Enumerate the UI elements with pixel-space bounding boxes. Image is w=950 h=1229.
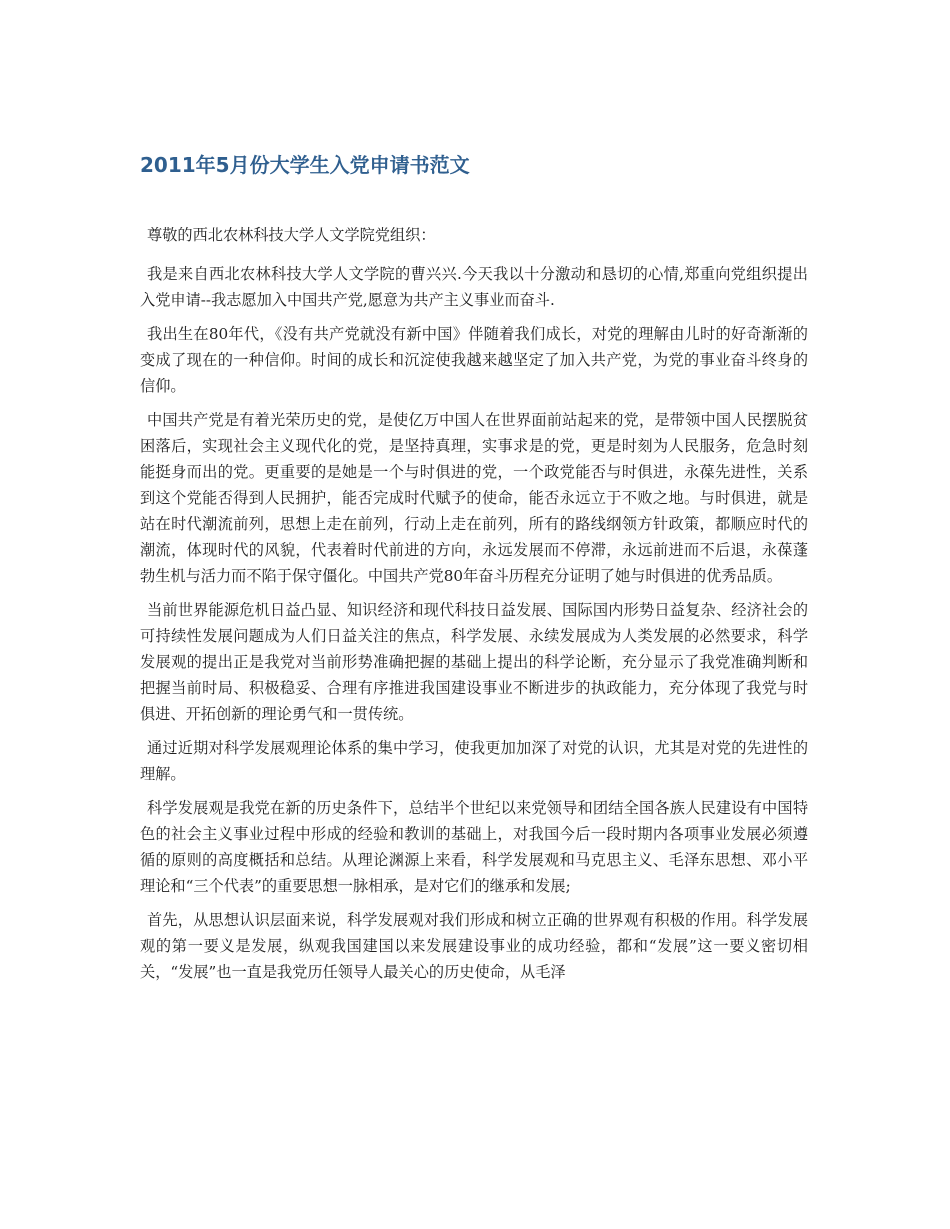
document-title: 2011年5月份大学生入党申请书范文: [140, 153, 470, 177]
document-body: [140, 222, 808, 993]
salutation: 尊敬的西北农林科技大学人文学院党组织：: [147, 226, 436, 244]
paragraph: 我是来自西北农林科技大学人文学院的曹兴兴.今天我以十分激动和恳切的心情,郑重向党组织提出入党申请--我志愿加入中国共产党,愿意为共产主义事业而奋斗.: [140, 265, 808, 309]
paragraph: 当前世界能源危机日益凸显、知识经济和现代科技日益发展、国际国内形势日益复杂、经济社会的可持续性发展问题成为人们日益关注的焦点，科学发展、永续发展成为人类发展的必然要求，科学发展观的提出正是我党对当前形势准确把握的基础上提出的科学论断，充分显示了我党准确判断和把握当前时局、积极稳妥、合理有序推进我国建设事业不断进步的执政能力，充分体现了我党与时俱进、开拓创新的理论勇气和一贯传统。: [140, 601, 808, 723]
paragraph: 通过近期对科学发展观理论体系的集中学习，使我更加加深了对党的认识，尤其是对党的先进性的理解。: [140, 739, 808, 783]
paragraph: 科学发展观是我党在新的历史条件下，总结半个世纪以来党领导和团结全国各族人民建设有中国特色的社会主义事业过程中形成的经验和教训的基础上，对我国今后一段时期内各项事业发展必须遵循的原则的高度概括和总结。从理论渊源上来看，科学发展观和马克思主义、毛泽东思想、邓小平理论和“三个代表”的重要思想一脉相承，是对它们的继承和发展;: [140, 799, 808, 895]
paragraph: 中国共产党是有着光荣历史的党，是使亿万中国人在世界面前站起来的党，是带领中国人民摆脱贫困落后，实现社会主义现代化的党，是坚持真理，实事求是的党，更是时刻为人民服务，危急时刻能挺身而出的党。更重要的是她是一个与时俱进的党，一个政党能否与时俱进，永葆先进性，关系到这个党能否得到人民拥护，能否完成时代赋予的使命，能否永远立于不败之地。与时俱进，就是站在时代潮流前列，思想上走在前列，行动上走在前列，所有的路线纲领方针政策，都顺应时代的潮流，体现时代的风貌，代表着时代前进的方向，永远发展而不停滞，永远前进而不后退，永葆蓬勃生机与活力而不陷于保守僵化。中国共产党80年奋斗历程充分证明了她与时俱进的优秀品质。: [140, 411, 808, 585]
paragraph: 首先，从思想认识层面来说，科学发展观对我们形成和树立正确的世界观有积极的作用。科学发展观的第一要义是发展，纵观我国建国以来发展建设事业的成功经验，都和“发展”这一要义密切相关，“发展”也一直是我党历任领导人最关心的历史使命，从毛泽: [140, 911, 808, 981]
paragraph: 我出生在80年代，《没有共产党就没有新中国》伴随着我们成长，对党的理解由儿时的好奇渐渐的变成了现在的一种信仰。时间的成长和沉淀使我越来越坚定了加入共产党，为党的事业奋斗终身的信仰。: [140, 325, 808, 395]
